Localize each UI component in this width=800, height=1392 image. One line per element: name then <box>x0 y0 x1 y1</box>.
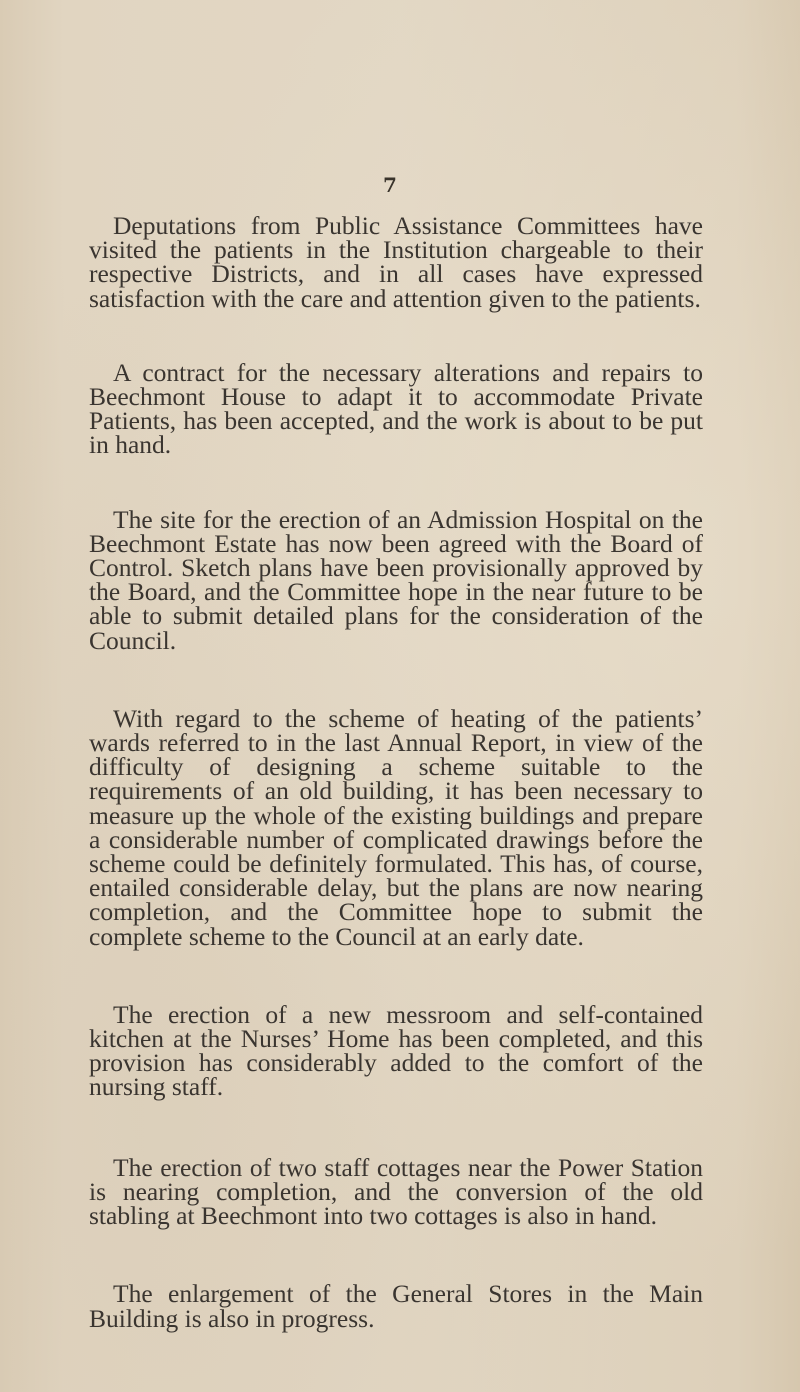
paragraph-nurses-home-messroom: The erection of a new messroom and self-contained kitchen at the Nurses’ Home has been completed, and this provision has considerably added to the comfort of the nursing staff. <box>89 999 703 1102</box>
paragraph-beechmont-house-contract: A contract for the necessary alterations and repairs to Beechmont House to adapt it to accommodate Private Patients, has been accepted, and the work is about to be put in hand. <box>89 357 703 460</box>
body-text <box>89 211 703 1378</box>
paragraph-staff-cottages: The erection of two staff cottages near the Power Station is nearing completion, and the conversion of the old stabling at Beechmont into two cottages is also in hand. <box>89 1152 703 1231</box>
paragraph-general-stores: The enlargement of the General Stores in the Main Building is also in progress. <box>89 1279 703 1333</box>
page-number: 7 <box>383 173 397 197</box>
paragraph-admission-hospital-site: The site for the erection of an Admission Hospital on the Beechmont Estate has now been agreed with the Board of Control. Sketch plans have been provisionally approved by the Board, and the Committee hope in the near future to be able to submit detailed plans for the consideration of the Council. <box>89 504 703 655</box>
paragraph-heating-scheme: With regard to the scheme of heating of the patients’ wards referred to in the last Annual Report, in view of the difficulty of designing a scheme suitable to the requirements of an old building, it has been necessary to measure up the whole of the existing buildings and prepare a considerable number of complicated drawings before the scheme could be definitely formulated. This has, of course, entailed considerable delay, but the plans are now nearing completion, and the Committee hope to submit the complete scheme to the Council at an early date. <box>89 703 703 951</box>
paragraph-deputations: Deputations from Public Assistance Committees have visited the patients in the Institution chargeable to their respective Districts, and in all cases have expressed satisfaction with the care and attention given to the patients. <box>89 211 703 313</box>
